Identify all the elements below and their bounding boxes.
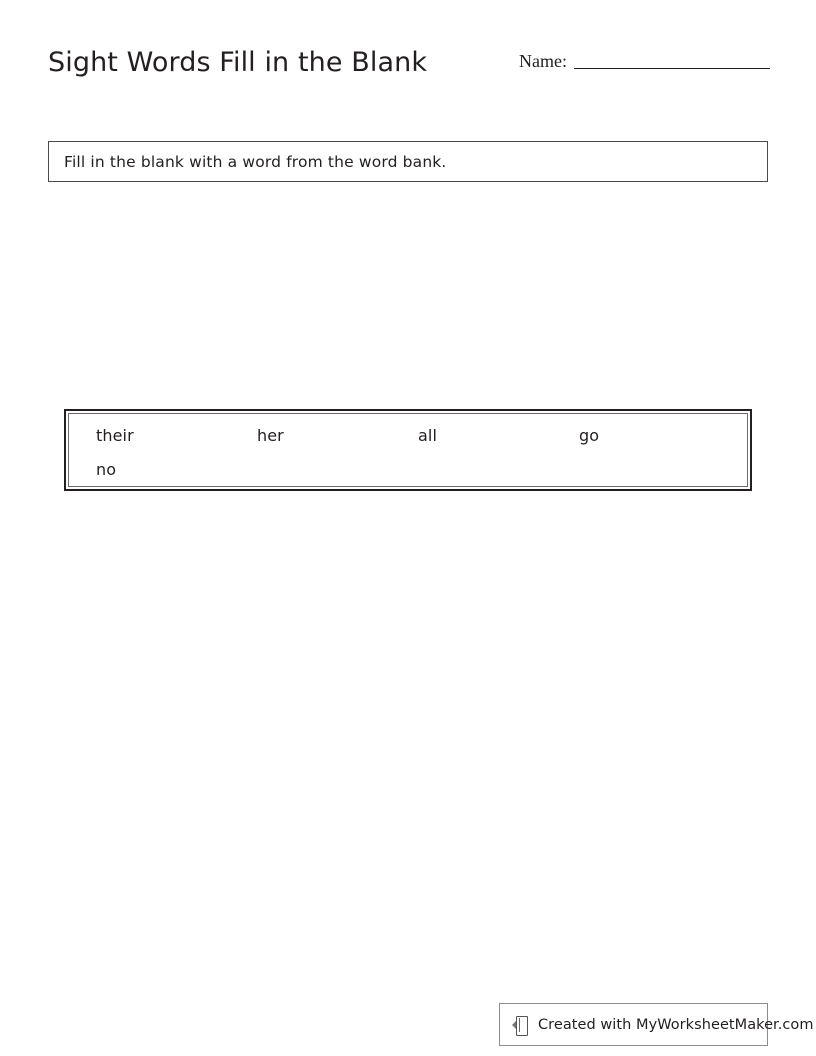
page-title: Sight Words Fill in the Blank [48,47,428,78]
directions-text: Fill in the blank with a word from the word bank. [64,152,447,171]
word-bank-word: their [96,426,134,445]
word-bank-word: no [96,460,117,479]
name-field-group [519,52,770,71]
name-label: Name: [519,51,567,71]
word-bank-word: go [579,426,600,445]
attribution-text: Created with MyWorksheetMaker.com [538,1016,814,1033]
name-input-line[interactable] [574,68,770,69]
word-bank-word: her [257,426,284,445]
word-bank [64,409,752,491]
directions-box [48,141,768,182]
word-bank-word: all [418,426,437,445]
word-bank-inner [68,413,748,487]
word-bank-row [96,426,747,460]
word-bank-row [96,460,747,494]
attribution-badge[interactable] [499,1003,814,1046]
pencil-icon [512,1015,530,1035]
